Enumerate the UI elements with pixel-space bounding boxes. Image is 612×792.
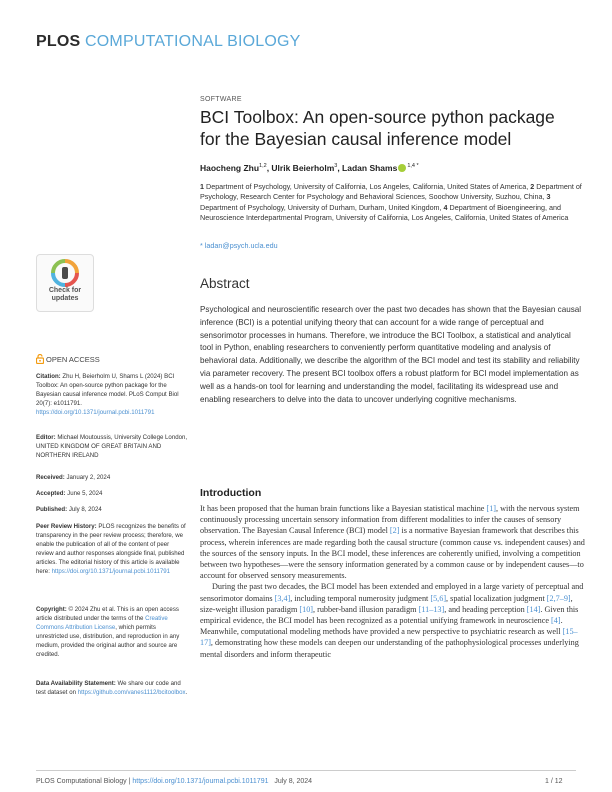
corresponding-star: * [200, 241, 203, 250]
data-availability-end: . [185, 688, 188, 696]
affiliation-number: 3 [546, 192, 551, 202]
author-name: Ladan Shams [342, 163, 398, 173]
intro-text: , and heading perception [444, 604, 527, 614]
intro-text: , demonstrating how these models can deepen our understanding of the pathophysiological processes underlying mental disorders and inform therapeutic [200, 638, 579, 659]
editor-text: Michael Moutoussis, University College London, UNITED KINGDOM OF GREAT BRITAIN AND NORTHERN IRELAND [36, 434, 188, 459]
open-access-label [36, 354, 100, 364]
article-title: BCI Toolbox: An open-source python package for the Bayesian causal inference model [200, 107, 555, 149]
author-affiliation-marker: 1,4 * [407, 163, 419, 170]
affiliation-text: Department of Psychology, University of Durham, Durham, United Kingdom, [200, 202, 442, 212]
abstract-heading: Abstract [200, 276, 250, 291]
intro-text: is a normative Bayesian framework that describes this process, wherein inferences are made regarding both the causal structure (common cause vs. independent causes) and the sources of the sensory inputs. In the BCI model, these inferences are coherently unified, involving a competition between two hypotheses—were the sensory information generated by a common cause or by independent causes—to account for observed sensory measurements. [200, 526, 585, 581]
journal-name-plos: PLOS [36, 33, 81, 50]
author-affiliation-marker: 3 [334, 163, 338, 170]
copyright-text-end: , which permits unrestricted use, distribution, and reproduction in any medium, provided the original author and source are credited. [36, 623, 180, 658]
check-for-updates-label [37, 287, 93, 303]
introduction-body [200, 503, 585, 660]
citation-doi-link[interactable]: https://doi.org/10.1371/journal.pcbi.1011791 [36, 408, 155, 416]
reference-link[interactable]: [5,6] [430, 593, 447, 603]
author-list: Haocheng Zhu$^{1,2}$, Ulrik Beierholm$^3$, Ladan Shams $^{1,4 *}$ [200, 163, 419, 173]
citation-label: Citation: [36, 373, 61, 380]
reference-link[interactable]: [3,4] [274, 593, 291, 603]
editor-block [36, 434, 188, 461]
reference-link[interactable]: [10] [299, 604, 314, 614]
received-value: January 2, 2024 [66, 474, 111, 481]
affiliation-text: Department of Psychology, Research Center for Psychology and Behavioral Sciences, Soochow University, Suzhou, China, [200, 182, 582, 202]
intro-text: It has been proposed that the human brain functions like a Bayesian statistical machine [200, 504, 487, 513]
affiliation-number: 4 [443, 202, 448, 212]
peer-review-label: Peer Review History: [36, 523, 97, 530]
footer-citation [36, 778, 312, 785]
article-type: SOFTWARE [200, 96, 242, 103]
published-label: Published: [36, 506, 68, 513]
github-link[interactable]: https://github.com/vanes1112/bcitoolbox [77, 688, 186, 696]
citation-text: Zhu H, Beierholm U, Shams L (2024) BCI Toolbox: An open-source python package for the Bayesian causal inference model. PLoS Comput Biol 20(7): e1011791. [36, 373, 179, 407]
page-number: 1 / 12 [545, 778, 563, 785]
reference-link[interactable]: [14] [526, 604, 541, 614]
footer-journal: PLOS Computational Biology [36, 778, 127, 785]
intro-text: , spatial localization judgment [446, 593, 547, 603]
reference-link[interactable]: [4] [551, 616, 561, 626]
intro-paragraph-2 [200, 581, 585, 659]
intro-text: , with the nervous system continuously processing uncertain sensory information from different modalities to infer the causes of sensory observation. The Bayesian Causal Inference (BCI) model [200, 504, 580, 536]
intro-text: . Given this empirical evidence, the BCI model has been recognized as a potential unifying framework in neuroscience [200, 604, 579, 626]
reference-link[interactable]: [2] [389, 526, 400, 536]
footer-separator: | [126, 778, 133, 785]
accepted-label: Accepted: [36, 490, 66, 497]
reference-link[interactable]: [11–13] [418, 604, 445, 614]
published-value: July 8, 2024 [68, 506, 102, 513]
footer-date: July 8, 2024 [274, 778, 313, 785]
received-label: Received: [36, 474, 65, 481]
intro-text: , including temporal numerosity judgment [290, 593, 431, 603]
affiliations [200, 182, 585, 224]
data-availability-text: We share our code and test dataset on [36, 680, 181, 696]
accepted-value: June 5, 2024 [67, 490, 103, 497]
peer-review-doi-link[interactable]: https://doi.org/10.1371/journal.pcbi.1011791 [51, 567, 171, 575]
introduction-heading: Introduction [200, 487, 262, 499]
reference-link[interactable]: [15–17] [200, 627, 578, 648]
footer-doi-link[interactable]: https://doi.org/10.1371/journal.pcbi.1011791 [132, 778, 269, 785]
affiliation-text: Department of Bioengineering, and Neuroscience Interdepartmental Program, University of California, Los Angeles, California, United States of America [200, 202, 569, 223]
editor-label: Editor: [36, 434, 56, 441]
check-for-updates-badge[interactable] [36, 254, 94, 312]
corresponding-email-link[interactable]: ladan@psych.ucla.edu [204, 241, 278, 250]
journal-logo[interactable] [36, 33, 301, 51]
affiliation-number: 1 [200, 182, 204, 191]
license-link[interactable]: Creative Commons Attribution License [36, 614, 168, 631]
abstract-body: Psychological and neuroscientific research over the past two decades has shown that the Bayesian causal inference (BCI) is a potential unifying theory that can account for a wide range of perceptual and sensorimotor processes in humans. Therefore, we introduce the BCI Toolbox, a statistical and analytical tool in Python, enabling researchers to conveniently perform quantitative modeling and analysis of behavioral data. Additionally, we describe the algorithm of the BCI model and test its stability and reliability via parameter recovery. The present BCI toolbox offers a robust platform for BCI model implementation as well as a hands-on tool for learning and understanding the model, facilitating its widespread use and enabling researchers to delve into the data to uncover underlying cognitive mechanisms. [200, 305, 582, 404]
published-date [36, 506, 188, 515]
author-name: Ulrik Beierholm [271, 163, 335, 173]
check-label-line1: Check for [48, 287, 82, 294]
affiliation-text: Department of Psychology, University of California, Los Angeles, California, United States of America, [206, 182, 529, 191]
intro-text: , rubber-band illusion paradigm [313, 604, 419, 614]
check-label-line2: updates [51, 295, 79, 302]
reference-link[interactable]: [1] [486, 504, 497, 513]
copyright-label: Copyright: [36, 606, 67, 613]
open-lock-icon [36, 354, 44, 364]
author-affiliation-marker: 1,2 [259, 163, 267, 170]
orcid-icon[interactable] [398, 164, 406, 172]
peer-review-text: PLOS recognizes the benefits of transparency in the peer review process; therefore, we enable the publication of all of the content of peer review and author responses alongside final, published articles. The editorial history of this article is available here: [36, 523, 186, 575]
journal-name-section: COMPUTATIONAL BIOLOGY [85, 33, 301, 50]
data-availability-label: Data Availability Statement: [36, 680, 116, 687]
intro-text: , size-weight illusion paradigm [200, 593, 573, 614]
copyright-block [36, 606, 188, 659]
intro-text: . Meanwhile, computational modeling methods have provided a new perspective to psychiatric research as well [200, 616, 563, 637]
data-availability-block [36, 680, 188, 698]
corresponding-author [200, 241, 278, 250]
intro-text: During the past two decades, the BCI model has been extended and employed in a large variety of perceptual and sensorimotor domains [200, 582, 584, 603]
reference-link[interactable]: [2,7–9] [546, 593, 571, 603]
intro-paragraph-1 [200, 503, 585, 581]
footer-divider [36, 770, 576, 771]
received-date [36, 474, 188, 483]
affiliation-number: 2 [530, 182, 535, 191]
copyright-text: © 2024 Zhu et al. This is an open access article distributed under the terms of the [36, 606, 179, 622]
accepted-date [36, 490, 188, 499]
open-access-text: OPEN ACCESS [46, 355, 100, 364]
citation-block [36, 373, 188, 418]
peer-review-block [36, 523, 188, 576]
check-for-updates-icon [51, 259, 79, 287]
author-name: Haocheng Zhu [200, 163, 260, 173]
